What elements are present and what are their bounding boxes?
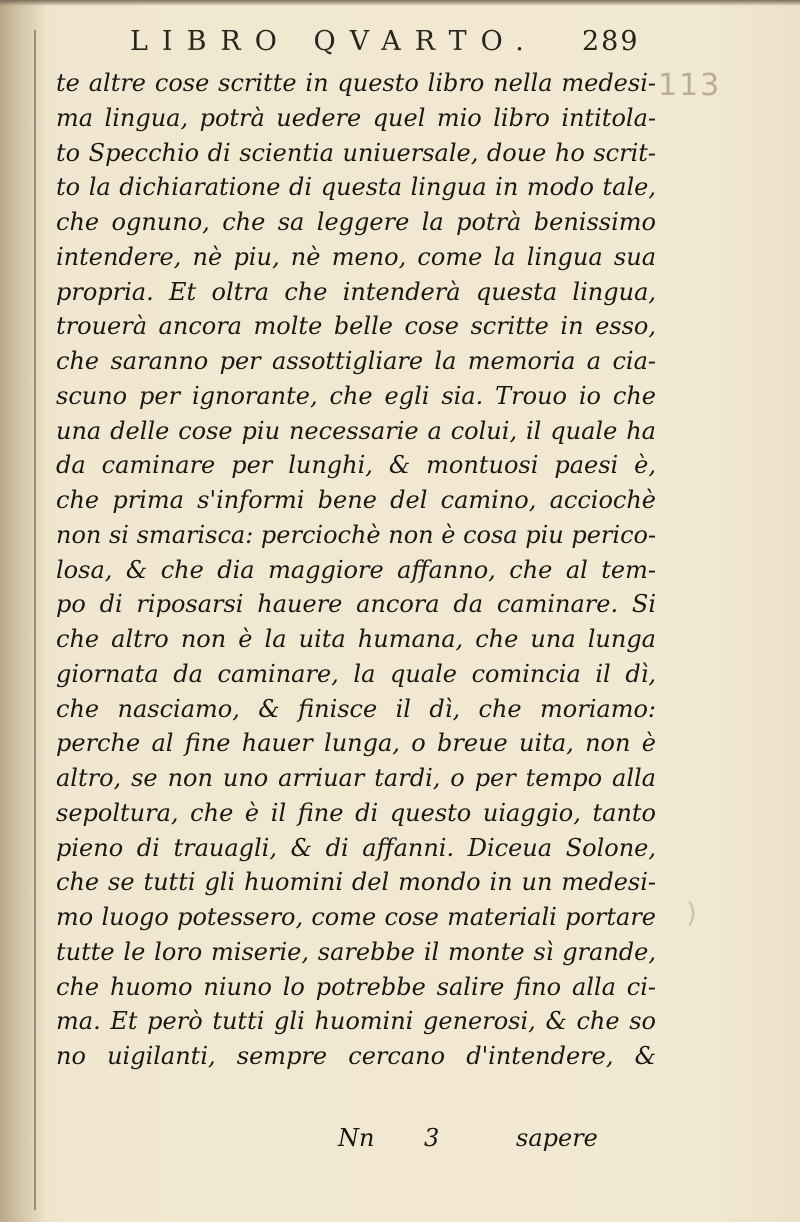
text-line: perche al fine hauer lunga, o breue uita, non è (56, 729, 656, 758)
text-line: no uigilanti, sempre cercano d'intendere, & (56, 1042, 656, 1070)
text-line: te altre cose scritte in questo libro nella medesi- (56, 69, 656, 97)
catchword: sapere (516, 1124, 598, 1152)
text-line: losa, & che dia maggiore affanno, che al tem- (56, 555, 656, 584)
text-line: altro, se non uno arriuar tardi, o per tempo alla (56, 764, 656, 792)
text-line: ma. Et però tutti gli huomini generosi, & che so (56, 1007, 656, 1036)
text-line: intendere, nè piu, nè meno, come la lingua sua (56, 242, 656, 271)
text-line: ma lingua, potrà uedere quel mio libro intitola- (56, 103, 656, 132)
marginal-pencil-mark: ) (686, 896, 697, 929)
text-line: trouerà ancora molte belle cose scritte in esso, (56, 312, 656, 341)
text-line: to Specchio di scientia uniuersale, doue ho scrit- (56, 138, 656, 167)
text-line: che saranno per assottigliare la memoria a cia- (56, 347, 656, 375)
text-line: che nasciamo, & finisce il dì, che moriamo: (56, 694, 656, 723)
running-head-title: LIBRO QVARTO. (130, 26, 538, 57)
text-line: po di riposarsi hauere ancora da caminare. Si (56, 590, 656, 619)
text-line: pieno di trauagli, & di affanni. Diceua Solone, (56, 833, 656, 862)
text-line: da caminare per lunghi, & montuosi paesi è, (56, 451, 656, 480)
binding-gutter (0, 0, 46, 1222)
text-line: che ognuno, che sa leggere la potrà benissimo (56, 208, 656, 236)
text-line: propria. Et oltra che intenderà questa lingua, (56, 277, 656, 306)
text-line: che se tutti gli huomini del mondo in un medesi- (56, 868, 656, 897)
text-line: to la dichiaratione di questa lingua in modo tale, (56, 173, 656, 202)
gutter-shadow-line (34, 30, 36, 1210)
text-line: giornata da caminare, la quale comincia il dì, (56, 659, 656, 688)
signature-mark: Nn (338, 1124, 375, 1152)
text-line: tutte le loro miserie, sarebbe il monte sì grande, (56, 937, 656, 966)
text-line: scuno per ignorante, che egli sia. Trouo io che (56, 381, 656, 410)
page-top-edge (0, 0, 800, 6)
text-line: mo luogo potessero, come cose materiali portare (56, 903, 656, 931)
text-line: che altro non è la uita humana, che una lunga (56, 625, 656, 653)
page-number: 289 (582, 26, 640, 57)
signature-number: 3 (424, 1124, 440, 1152)
running-head (90, 22, 690, 62)
text-line: sepoltura, che è il fine di questo uiaggio, tanto (56, 798, 656, 827)
catchline (338, 1124, 608, 1160)
text-line: che huomo niuno lo potrebbe salire fino alla ci- (56, 972, 656, 1001)
text-line: non si smarisca: perciochè non è cosa piu perico- (56, 520, 657, 549)
text-line: che prima s'informi bene del camino, acciochè (56, 486, 656, 514)
handwritten-margin-note: 113 (658, 68, 722, 103)
text-line: una delle cose piu necessarie a colui, il quale ha (56, 416, 656, 445)
body-text (56, 66, 656, 1074)
